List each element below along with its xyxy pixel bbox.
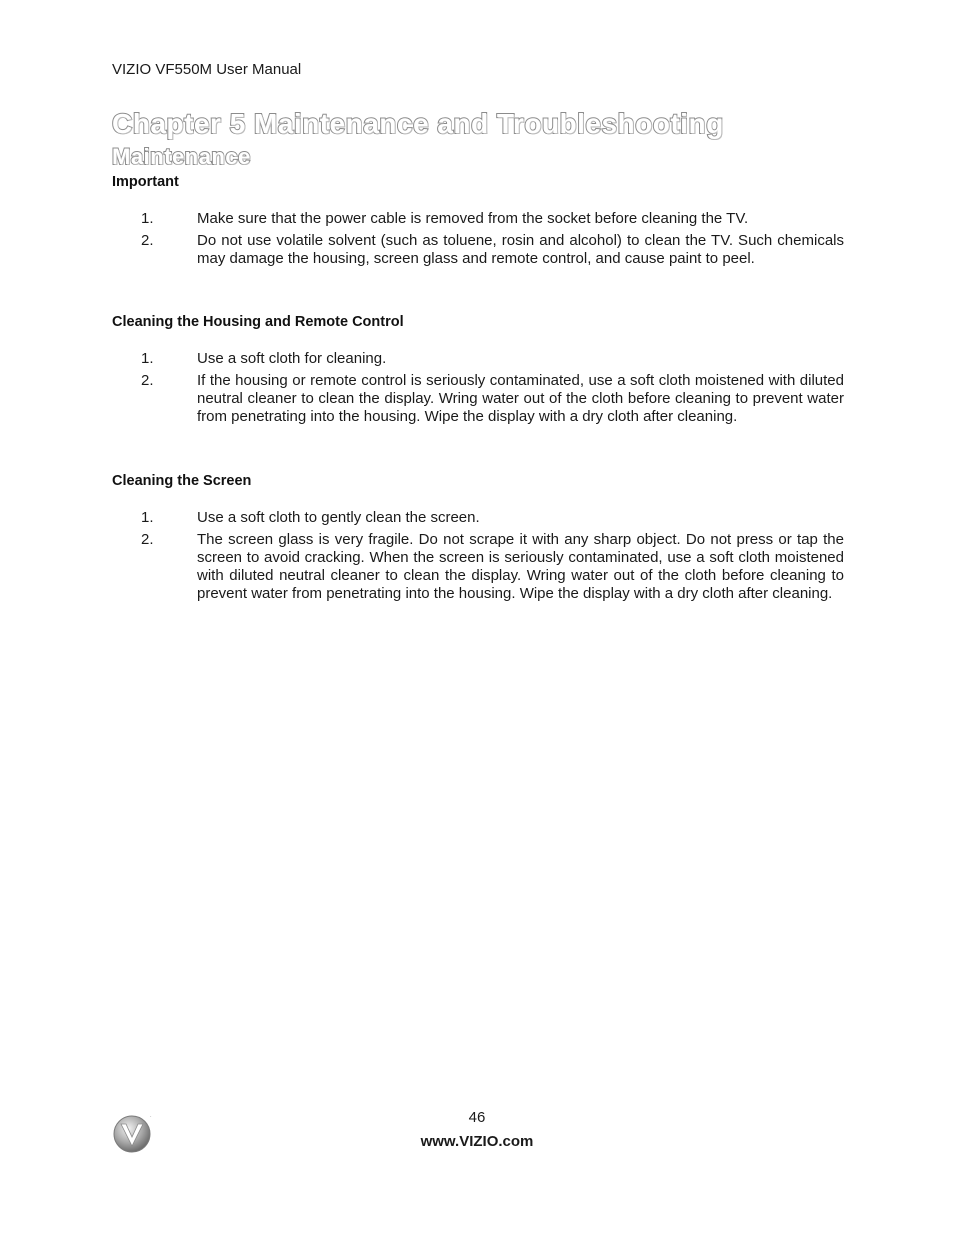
list-item-number: 2. xyxy=(141,531,154,548)
list-item-text: If the housing or remote control is seriously contaminated, use a soft cloth moistened with diluted neutral cleaner to clean the display. Wring water out of the cloth before cleaning to prevent water from penetrating into the housing. Wipe the display with a dry cloth after cleaning. xyxy=(197,372,844,425)
important-heading: Important xyxy=(112,174,179,190)
list-item xyxy=(112,232,844,268)
list-item-number: 2. xyxy=(141,372,154,389)
list-item-number: 2. xyxy=(141,232,154,249)
list-item-text: Do not use volatile solvent (such as toluene, rosin and alcohol) to clean the TV. Such chemicals may damage the housing, screen glass and remote control, and cause paint to peel. xyxy=(197,232,844,267)
list-item-text: Make sure that the power cable is removed from the socket before cleaning the TV. xyxy=(197,210,749,227)
list-item xyxy=(112,350,844,368)
screen-heading: Cleaning the Screen xyxy=(112,473,252,489)
housing-list xyxy=(112,350,844,430)
list-item-text: Use a soft cloth for cleaning. xyxy=(197,350,387,367)
page-number: 46 xyxy=(468,1109,486,1126)
chapter-title: Chapter 5 Maintenance and Troubleshooting xyxy=(112,108,724,139)
list-item xyxy=(112,210,844,228)
list-item xyxy=(112,531,844,603)
section-title: Maintenance xyxy=(112,144,251,169)
running-header: VIZIO VF550M User Manual xyxy=(112,61,302,78)
screen-list xyxy=(112,509,844,607)
list-item-number: 1. xyxy=(141,509,154,526)
list-item xyxy=(112,509,844,527)
list-item xyxy=(112,372,844,426)
list-item-text: The screen glass is very fragile. Do not scrape it with any sharp object. Do not press or tap the screen to avoid cracking. When the screen is seriously contaminated, use a soft cloth moistened with diluted neutral cleaner to clean the display. Wring water out of the cloth before cleaning to prevent water from penetrating into the housing. Wipe the display with a dry cloth after cleaning. xyxy=(197,531,844,602)
svg-text:·: · xyxy=(150,1114,152,1120)
list-item-number: 1. xyxy=(141,350,154,367)
list-item-text: Use a soft cloth to gently clean the screen. xyxy=(197,509,480,526)
footer-url: www.VIZIO.com xyxy=(420,1133,534,1150)
list-item-number: 1. xyxy=(141,210,154,227)
important-list xyxy=(112,210,844,272)
housing-heading: Cleaning the Housing and Remote Control xyxy=(112,314,404,330)
